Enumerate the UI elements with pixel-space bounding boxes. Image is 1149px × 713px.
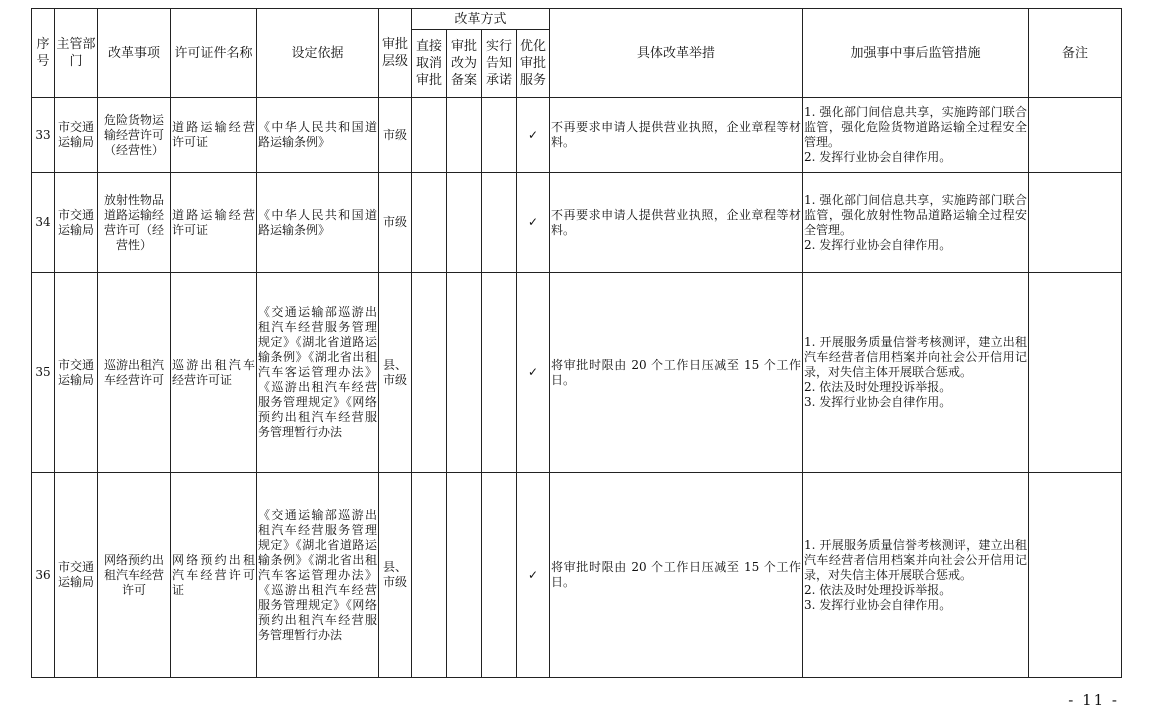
header-notes: 备注 xyxy=(1029,9,1122,98)
cell-license: 道路运输经营许可证 xyxy=(171,173,257,273)
header-reform-cancel: 直接取消审批 xyxy=(412,30,447,98)
cell-level: 市级 xyxy=(379,173,412,273)
header-basis: 设定依据 xyxy=(257,9,379,98)
header-supervision: 加强事中事后监管措施 xyxy=(803,9,1029,98)
cell-basis: 《交通运输部巡游出租汽车经营服务管理规定》《湖北省道路运输条例》《湖北省出租汽车客运管理办法》《巡游出租汽车经营服务管理规定》《网络预约出租汽车经营服务管理暂行办法 xyxy=(257,273,379,473)
cell-license: 巡游出租汽车经营许可证 xyxy=(171,273,257,473)
cell-reform-record xyxy=(447,273,482,473)
checkmark-icon: ✓ xyxy=(517,473,550,678)
header-reform-record: 审批改为备案 xyxy=(447,30,482,98)
cell-notes xyxy=(1029,473,1122,678)
cell-reform-commit xyxy=(482,273,517,473)
cell-notes xyxy=(1029,98,1122,173)
cell-reform-cancel xyxy=(412,473,447,678)
header-reform-group: 改革方式 xyxy=(412,9,550,30)
cell-reform-cancel xyxy=(412,98,447,173)
cell-level: 县、市级 xyxy=(379,473,412,678)
header-license: 许可证件名称 xyxy=(171,9,257,98)
header-seq: 序号 xyxy=(32,9,55,98)
cell-reform-record xyxy=(447,473,482,678)
header-reform-optimize: 优化审批服务 xyxy=(517,30,550,98)
cell-measures: 不再要求申请人提供营业执照，企业章程等材料。 xyxy=(550,173,803,273)
cell-item: 网络预约出租汽车经营许可 xyxy=(98,473,171,678)
cell-measures: 将审批时限由 20 个工作日压减至 15 个工作日。 xyxy=(550,273,803,473)
cell-license: 网络预约出租汽车经营许可证 xyxy=(171,473,257,678)
cell-supervision: 1. 开展服务质量信誉考核测评，建立出租汽车经营者信用档案并向社会公开信用记录，对失信主体开展联合惩戒。 2. 依法及时处理投诉举报。 3. 发挥行业协会自律作用。 xyxy=(803,273,1029,473)
cell-basis: 《交通运输部巡游出租汽车经营服务管理规定》《湖北省道路运输条例》《湖北省出租汽车客运管理办法》《巡游出租汽车经营服务管理规定》《网络预约出租汽车经营服务管理暂行办法 xyxy=(257,473,379,678)
cell-dept: 市交通运输局 xyxy=(55,273,98,473)
page-number: - 11 - xyxy=(1068,691,1119,709)
cell-item: 巡游出租汽车经营许可 xyxy=(98,273,171,473)
cell-dept: 市交通运输局 xyxy=(55,473,98,678)
cell-reform-record xyxy=(447,98,482,173)
cell-supervision: 1. 开展服务质量信誉考核测评，建立出租汽车经营者信用档案并向社会公开信用记录，对失信主体开展联合惩戒。 2. 依法及时处理投诉举报。 3. 发挥行业协会自律作用。 xyxy=(803,473,1029,678)
reform-table xyxy=(31,8,1122,678)
cell-reform-commit xyxy=(482,173,517,273)
header-measures: 具体改革举措 xyxy=(550,9,803,98)
cell-measures: 不再要求申请人提供营业执照，企业章程等材料。 xyxy=(550,98,803,173)
cell-reform-commit xyxy=(482,473,517,678)
table-row xyxy=(32,273,1122,473)
cell-reform-commit xyxy=(482,98,517,173)
header-dept: 主管部门 xyxy=(55,9,98,98)
cell-measures: 将审批时限由 20 个工作日压减至 15 个工作日。 xyxy=(550,473,803,678)
cell-reform-record xyxy=(447,173,482,273)
cell-basis: 《中华人民共和国道路运输条例》 xyxy=(257,98,379,173)
table-row xyxy=(32,473,1122,678)
cell-level: 市级 xyxy=(379,98,412,173)
cell-seq: 35 xyxy=(32,273,55,473)
cell-notes xyxy=(1029,273,1122,473)
cell-reform-cancel xyxy=(412,173,447,273)
checkmark-icon: ✓ xyxy=(517,173,550,273)
table-header xyxy=(32,9,1122,98)
cell-seq: 33 xyxy=(32,98,55,173)
cell-license: 道路运输经营许可证 xyxy=(171,98,257,173)
table-row xyxy=(32,173,1122,273)
header-reform-commit: 实行告知承诺 xyxy=(482,30,517,98)
cell-dept: 市交通运输局 xyxy=(55,98,98,173)
cell-seq: 36 xyxy=(32,473,55,678)
cell-item: 放射性物品道路运输经营许可（经营性） xyxy=(98,173,171,273)
checkmark-icon: ✓ xyxy=(517,273,550,473)
checkmark-icon: ✓ xyxy=(517,98,550,173)
cell-level: 县、市级 xyxy=(379,273,412,473)
cell-supervision: 1. 强化部门间信息共享，实施跨部门联合监管，强化放射性物品道路运输全过程安全管理。 2. 发挥行业协会自律作用。 xyxy=(803,173,1029,273)
cell-dept: 市交通运输局 xyxy=(55,173,98,273)
cell-supervision: 1. 强化部门间信息共享，实施跨部门联合监管，强化危险货物道路运输全过程安全管理。 2. 发挥行业协会自律作用。 xyxy=(803,98,1029,173)
cell-seq: 34 xyxy=(32,173,55,273)
table-body xyxy=(32,98,1122,678)
header-level: 审批层级 xyxy=(379,9,412,98)
table-row xyxy=(32,98,1122,173)
cell-reform-cancel xyxy=(412,273,447,473)
cell-notes xyxy=(1029,173,1122,273)
header-item: 改革事项 xyxy=(98,9,171,98)
cell-item: 危险货物运输经营许可（经营性） xyxy=(98,98,171,173)
cell-basis: 《中华人民共和国道路运输条例》 xyxy=(257,173,379,273)
